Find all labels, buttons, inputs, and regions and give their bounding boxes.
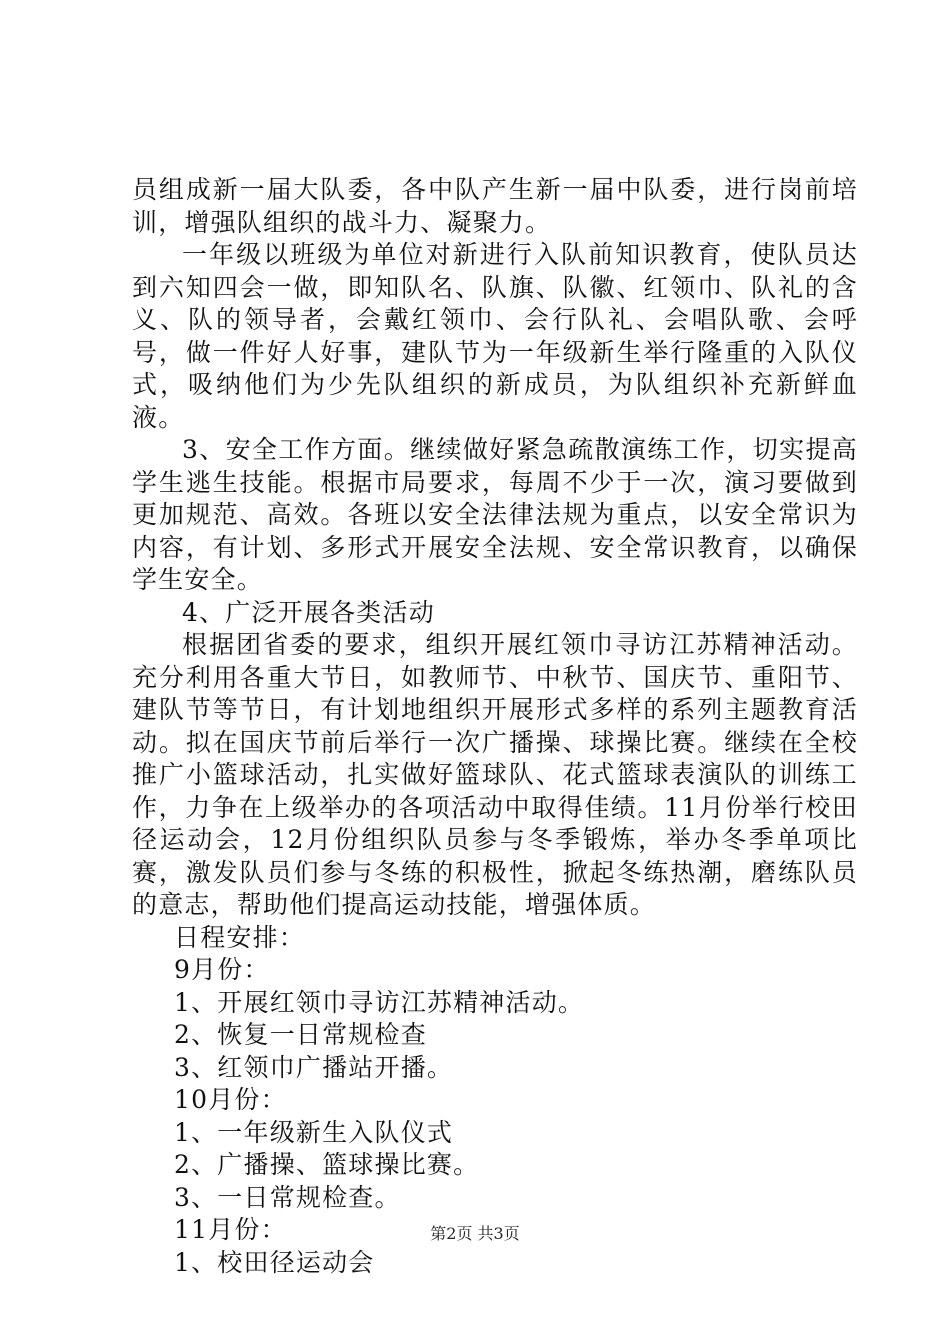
schedule-month-label: 11月份： — [174, 1215, 287, 1244]
schedule-item: 2、恢复一日常规检查 — [174, 1020, 427, 1049]
paragraph-5: 根据团省委的要求，组织开展红领巾寻访江苏精神活动。充分利用各重大节日，如教师节、中秋节、国庆节、重阳节、建队节等节日，有计划地组织开展形式多样的系列主题教育活动。拟在国庆节前后举行一次广播操、球操比赛。继续在全校推广小篮球活动，扎实做好篮球队、花式篮球表演队的训练工作，力争在上级举办的各项活动中取得佳绩。11月份举行校田径运动会，12月份组织队员参与冬季锻炼，举办冬季单项比赛，激发队员们参与冬练的积极性，掀起冬练热潮，磨练队员的意志，帮助他们提高运动技能，增强体质。 — [132, 630, 858, 919]
page-number-footer: 第2页 共3页 — [430, 1224, 520, 1243]
paragraph-4: 4、广泛开展各类活动 — [182, 597, 435, 627]
paragraph-3: 3、安全工作方面。继续做好紧急疏散演练工作，切实提高学生逃生技能。根据市局要求，每周不少于一次，演习要做到更加规范、高效。各班以安全法律法规为重点，以安全常识为内容，有计划、多形式开展安全法规、安全常识教育，以确保学生安全。 — [132, 435, 858, 594]
schedule-item: 1、校田径运动会 — [174, 1247, 375, 1277]
schedule-month-label: 9月份： — [174, 955, 270, 984]
schedule-item: 3、一日常规检查。 — [174, 1182, 401, 1212]
document-body — [132, 174, 858, 1279]
schedule-month-label: 10月份： — [174, 1085, 287, 1114]
paragraph-2: 一年级以班级为单位对新进行入队前知识教育，使队员达到六知四会一做，即知队名、队旗、队徽、红领巾、队礼的含义、队的领导者，会戴红领巾、会行队礼、会唱队歌、会呼号，做一件好人好事，建队节为一年级新生举行隆重的入队仪式，吸纳他们为少先队组织的新成员，为队组织补充新鲜血液。 — [132, 240, 858, 432]
schedule-item: 2、广播操、篮球操比赛。 — [174, 1150, 480, 1179]
paragraph-1: 员组成新一届大队委，各中队产生新一届中队委，进行岗前培训，增强队组织的战斗力、凝聚力。 — [132, 175, 858, 237]
schedule-item: 1、开展红领巾寻访江苏精神活动。 — [174, 987, 585, 1017]
schedule-item: 1、一年级新生入队仪式 — [174, 1117, 454, 1147]
schedule-heading: 日程安排： — [174, 922, 306, 952]
schedule-item: 3、红领巾广播站开播。 — [174, 1052, 454, 1082]
